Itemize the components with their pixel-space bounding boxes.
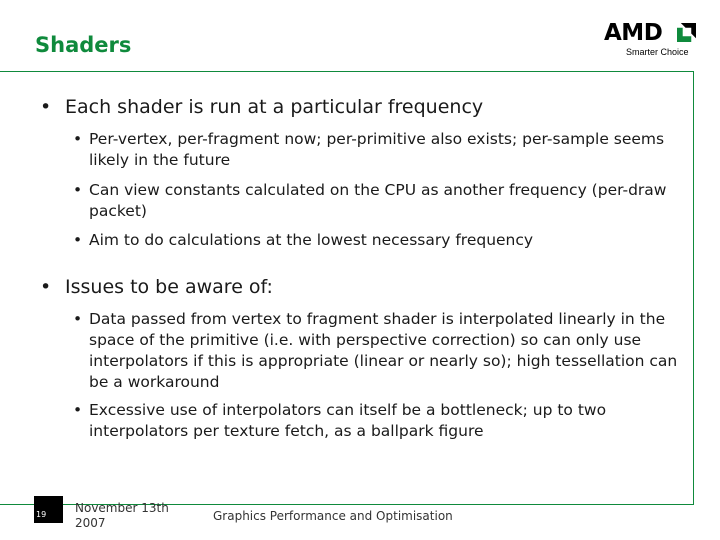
- bullet-glyph: •: [73, 310, 83, 328]
- right-divider: [693, 71, 694, 505]
- bullet-glyph: •: [40, 96, 52, 118]
- sub-bullet-text: Per-vertex, per-fragment now; per-primitive also exists; per-sample seems likely in the future: [89, 130, 665, 169]
- bullet-glyph: •: [73, 181, 83, 199]
- logo-wordmark: AMD: [604, 20, 663, 46]
- sub-bullet-text: Excessive use of interpolators can itself be a bottleneck; up to two interpolators per texture fetch, as a ballpark figure: [89, 401, 607, 440]
- amd-arrow-icon: [677, 23, 696, 42]
- page-number-badge: [34, 496, 63, 523]
- bullet-glyph: •: [73, 231, 83, 249]
- sub-bullet-text: Aim to do calculations at the lowest necessary frequency: [89, 231, 534, 249]
- sub-bullet-text: Can view constants calculated on the CPU as another frequency (per-draw packet): [89, 181, 667, 220]
- logo-tagline: Smarter Choice: [626, 47, 689, 57]
- bullet-text: Each shader is run at a particular frequency: [65, 96, 484, 118]
- amd-logo: [604, 20, 696, 58]
- bullet-glyph: •: [40, 276, 52, 298]
- bullet-glyph: •: [73, 130, 83, 148]
- bullet-glyph: •: [73, 401, 83, 419]
- bullet-text: Issues to be aware of:: [65, 276, 273, 298]
- footer-title: Graphics Performance and Optimisation: [213, 509, 453, 523]
- footer-date: November 13th 2007: [75, 501, 169, 530]
- sub-bullet-text: Data passed from vertex to fragment shader is interpolated linearly in the space of the primitive (i.e. with perspective correction) so can only use interpolators if this is appropriate (linear or nearly so); high tessellation can be a workaround: [89, 310, 678, 391]
- page-number: 19: [36, 510, 47, 519]
- slide-title: Shaders: [35, 33, 132, 57]
- title-divider: [0, 71, 694, 72]
